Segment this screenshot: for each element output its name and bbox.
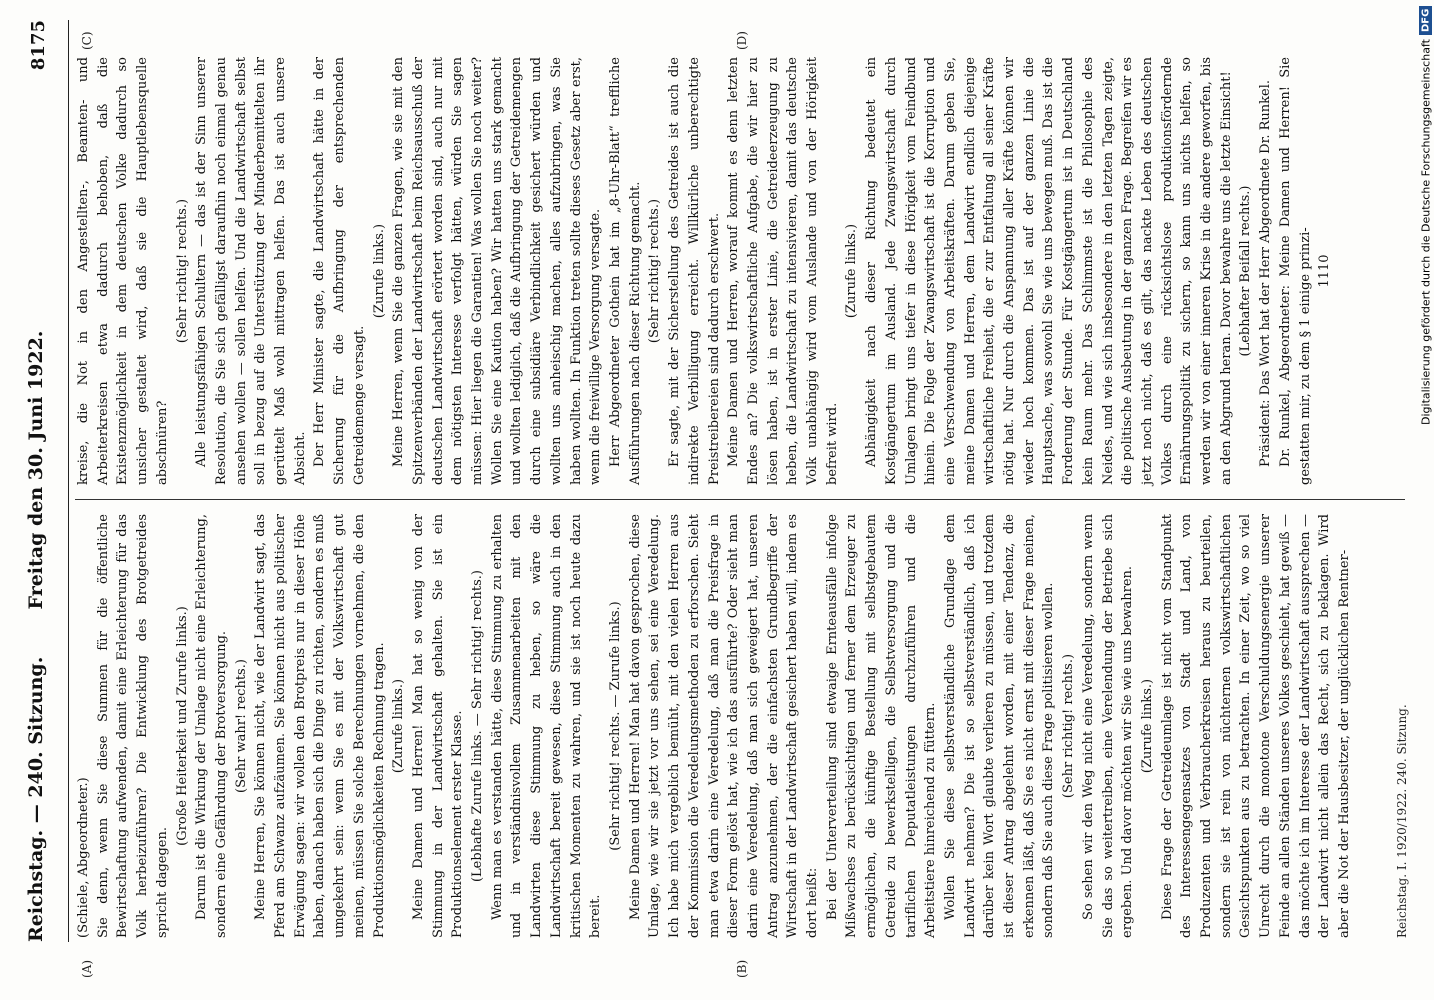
quoted-motion: Bei der Unterverteilung sind etwaige Ernteausfälle infolge Mißwachses zu berücksichtigen und ferner dem Erzeuger zu ermöglichen, die künftige Bestellung mit selbstgebautem Getreide zu bewerkstelligen, die Selbstversorgung und die tariflichen Deputatleistungen durchzuführen und die Arbeitstiere hinreichend zu füttern. [824, 514, 939, 938]
interjection: (Sehr richtig! rechts.) [647, 198, 663, 344]
interjection: (Lebhafte Zurufe links. — Sehr richtig! rechts.) [470, 569, 486, 883]
margin-marker-d: (D) [735, 31, 749, 50]
paragraph: Wollen Sie diese selbstverständliche Grundlage dem Landwirt nehmen? Die ist so selbstverständlich, daß ich darüber kein Wort glaubte verlieren zu müssen, und trotzdem ist dieser Antrag abgelehnt worden, mit einer Tendenz, die erkennen läßt, daß Sie es nicht ernst mit dieser Frage meinen, sondern daß Sie auch diese Frage politisieren wollen. [942, 514, 1057, 938]
paragraph: Dr. Runkel, Abgeordneter: Meine Damen und Herren! Sie gestatten mir, zu dem § 1 einige prinzi- [1277, 57, 1313, 485]
margin-marker-c: (C) [80, 31, 94, 50]
paragraph: Diese Frage der Getreideumlage ist nicht vom Standpunkt des Interessengegensatzes von Stadt und Land, von Produzenten und Verbraucherkreisen heraus zu beurteilen, sondern sie ist rein von nüchternen volkswirtschaftlichen Gesichtspunkten aus zu betrachten. In einer Zeit, wo so viel Unrecht durch die monotone Verschuldungsenergie unserer Feinde an allen Ständen unseres Volkes geschieht, hat gewiß — das möchte ich im Interesse der Landwirtschaft aussprechen — der Landwirt nicht allein das Recht, sich zu beklagen. Wird aber die Not der Hausbesitzer, der unglücklichen Rentner- [1159, 514, 1352, 938]
interjection: (Sehr richtig! rechts.) [174, 198, 190, 344]
page-footer: Reichstag. I. 1920/1922. 240. Sitzung. [1395, 704, 1409, 938]
column-separator [75, 499, 1405, 500]
interjection: (Sehr richtig! rechts. — Zurufe links.) [607, 601, 623, 851]
paragraph: Meine Herren, wenn Sie die ganzen Fragen, wie sie mit den Spitzenverbänden der Landwirtschaft beim Reichsausschuß der deutschen Landwirtschaft erörtert worden sind, auch nur mit dem nötigsten Interesse verfolgt hätten, würden Sie sagen müssen: Hier liegen die Garantien! Was wollen Sie noch weiter? Wollen Sie eine Kaution haben? Wir hatten uns stark gemacht und wollten lediglich, daß die Aufbringung der Getreidemengen durch eine subsidiäre Verbindlichkeit gesichert würden und wollten uns anheischig machen, alles aufzubringen, was Sie haben wollten. In Funktion treten sollte dieses Gesetz aber erst, wenn die freiwillige Versorgung versagte. [391, 57, 604, 485]
right-column [74, 57, 1335, 485]
paragraph: Präsident: Das Wort hat der Herr Abgeordnete Dr. Runkel. [1258, 79, 1274, 467]
paragraph: Meine Herren, Sie können nicht, wie der Landwirt sagt, das Pferd am Schwanz aufzäumen. Sie können nicht aus politischer Erwägung sagen: wir wollen den Brotpreis nur in dieser Höhe haben, danach haben sich die Dinge zu richten, sondern es muß umgekehrt sein: wenn Sie es mit der Volkswirtschaft gut meinen, müssen Sie solche Berechnungen vornehmen, die den Produktionsmöglichkeiten Rechnung tragen. [253, 514, 387, 938]
paragraph: Meine Damen und Herren! Man hat so wenig von der Stimmung in der Landwirtschaft gehalten. Sie ist ein Produktionselement erster Klasse. [410, 514, 466, 938]
page-reference: 1110 [1317, 254, 1333, 288]
interjection: (Zurufe links.) [391, 678, 407, 774]
paragraph: Sie denn, wenn Sie diese Summen für die öffentliche Bewirtschaftung aufwenden, damit eine Erleichterung für das Volk herbeizuführen? Die Entwicklung des Brotgetreides spricht dagegen. [95, 514, 170, 938]
margin-marker-a: (A) [80, 959, 94, 978]
paragraph: Wenn man es verstanden hätte, diese Stimmung zu erhalten und in verständnisvollem Zusammenarbeiten mit den Landwirten diese Stimmung zu heben, so wäre die Landwirtschaft bereit gewesen, diese Stimmung auch in den kritischen Momenten zu wahren, und sie ist noch heute dazu bereit. [489, 514, 604, 938]
paragraph: Herr Abgeordneter Gothein hat im „8-Uhr-Blatt“ treffliche Ausführungen nach dieser Richtung gemacht. [607, 57, 643, 485]
interjection: (Sehr richtig! rechts.) [1061, 653, 1077, 799]
header-rule [68, 20, 69, 942]
paragraph: So sehen wir den Weg nicht eine Veredelung, sondern wenn Sie das so weitertreiben, eine Verelendung der Betriebe sich ergeben. Und davor möchten wir Sie wie uns bewahren. [1080, 514, 1136, 938]
paragraph: Alle leistungsfähigen Schultern — das ist der Sinn unserer Resolution, die Sie sich gefälligst daraufhin noch einmal genau ansehen wollen — sollen helfen. Und die Landwirtschaft selbst soll in bezug auf die Unterstützung der Minderbemittelten ihr gerüttelt Maß wohl mittragen helfen. Das ist auch unsere Absicht. [194, 57, 308, 485]
left-column [74, 514, 1355, 938]
sidenote-text: Digitalisierung gefördert durch die Deutsche Forschungsgemeinschaft [1419, 39, 1433, 426]
interjection: (Zurufe links.) [371, 223, 387, 319]
page-header-left: Reichstag. — 240. Sitzung. [25, 656, 47, 942]
speaker-header: (Schiele, Abgeordneter.) [76, 777, 91, 938]
interjection: (Lebhafter Beifall rechts.) [1238, 185, 1254, 357]
paragraph: Meine Damen und Herren! Man hat davon gesprochen, diese Umlage, wie wir sie jetzt vor uns sehen, sei eine Veredelung. Ich habe mich vergeblich bemüht, mit den vielen Herren aus der Kommission die Veredelungsmethoden zu erforschen. Sieht man etwa darin eine Veredelung, daß man die Preisfrage in dieser Form gelöst hat, wie ich das ausführte? Oder sieht man darin eine Veredelung, daß man sich geweigert hat, unseren Antrag anzunehmen, der die einfachsten Grundbegriffe der Wirtschaft in der Landwirtschaft gesichert haben will, indem es dort heißt: [627, 514, 821, 938]
paragraph: Er sagte, mit der Sicherstellung des Getreides ist auch die indirekte Verbilligung erreicht. Willkürliche unberechtigte Preistreibereien sind dadurch erschwert. [667, 57, 722, 485]
interjection: (Zurufe links.) [1139, 678, 1155, 774]
interjection: (Sehr wahr! rechts.) [233, 659, 249, 793]
dfg-logo: DFG [1420, 6, 1433, 35]
margin-marker-b: (B) [735, 959, 749, 978]
interjection: (Zurufe links.) [844, 223, 860, 319]
page-header-center: Freitag den 30. Juni 1922. [25, 330, 47, 610]
paragraph: Darum ist die Wirkung der Umlage nicht eine Erleichterung, sondern eine Gefährdung der Brotversorgung. [194, 514, 229, 938]
dfg-sidenote [1416, 6, 1434, 936]
interjection: (Große Heiterkeit und Zurufe links.) [174, 606, 190, 846]
paragraph: Abhängigkeit nach dieser Richtung bedeutet ein Kostgängertum im Ausland. Jede Zwangswirtschaft durch Umlagen bringt uns tiefer in diese Hörigkeit vom Feindbund hinein. Die Folge der Zwangswirtschaft ist die Korruption und eine Verschwendung von Arbeitskräften. Darum geben Sie, meine Damen und Herren, dem Landwirt endlich diejenige wirtschaftliche Freiheit, die er zur Entfaltung all seiner Kräfte nötig hat. Nur durch die Anspannung aller Kräfte können wir wieder hoch kommen. Das ist auf der ganzen Linie die Hauptsache, was sowohl Sie wie uns bewegen muß. Das ist die Forderung der Stunde. Für Kostgängertum ist in Deutschland kein Raum mehr. Das Schlimmste ist die Philosophie des Neides, und wie sich insbesondere in den letzten Tagen zeigte, die politische Ausbeutung in der ganzen Frage. Begreifen wir es jetzt noch nicht, daß es gilt, das nackte Leben des deutschen Volkes durch eine rücksichtslose produktionsfördernde Ernährungspolitik zu sichern, so kann uns nichts helfen, so werden wir von einer inneren Krise in die andere geworfen, bis an den Abgrund heran. Davor bewahre uns die letzte Einsicht! [864, 57, 1234, 485]
page-number: 8175 [28, 20, 49, 71]
paragraph: Der Herr Minister sagte, die Landwirtschaft hätte in der Sicherung für die Aufbringung der entsprechenden Getreidemenge versagt. [312, 57, 367, 485]
paragraph: Meine Damen und Herren, worauf kommt es denn letzten Endes an? Die volkswirtschaftliche Aufgabe, die wir hier zu lösen haben, ist in erster Linie, die Getreideerzeugung zu heben, die Landwirtschaft zu intensivieren, damit das deutsche Volk unabhängig wird vom Auslande und von der Hörigkeit befreit wird. [726, 57, 840, 485]
paragraph: kreise, die Not in den Angestellten-, Beamten- und Arbeiterkreisen etwa dadurch behoben, daß die Existenzmöglichkeit in dem deutschen Volke dadurch so unsicher gestaltet wird, daß sie die Hauptlebensquelle abschnüren? [76, 57, 170, 485]
